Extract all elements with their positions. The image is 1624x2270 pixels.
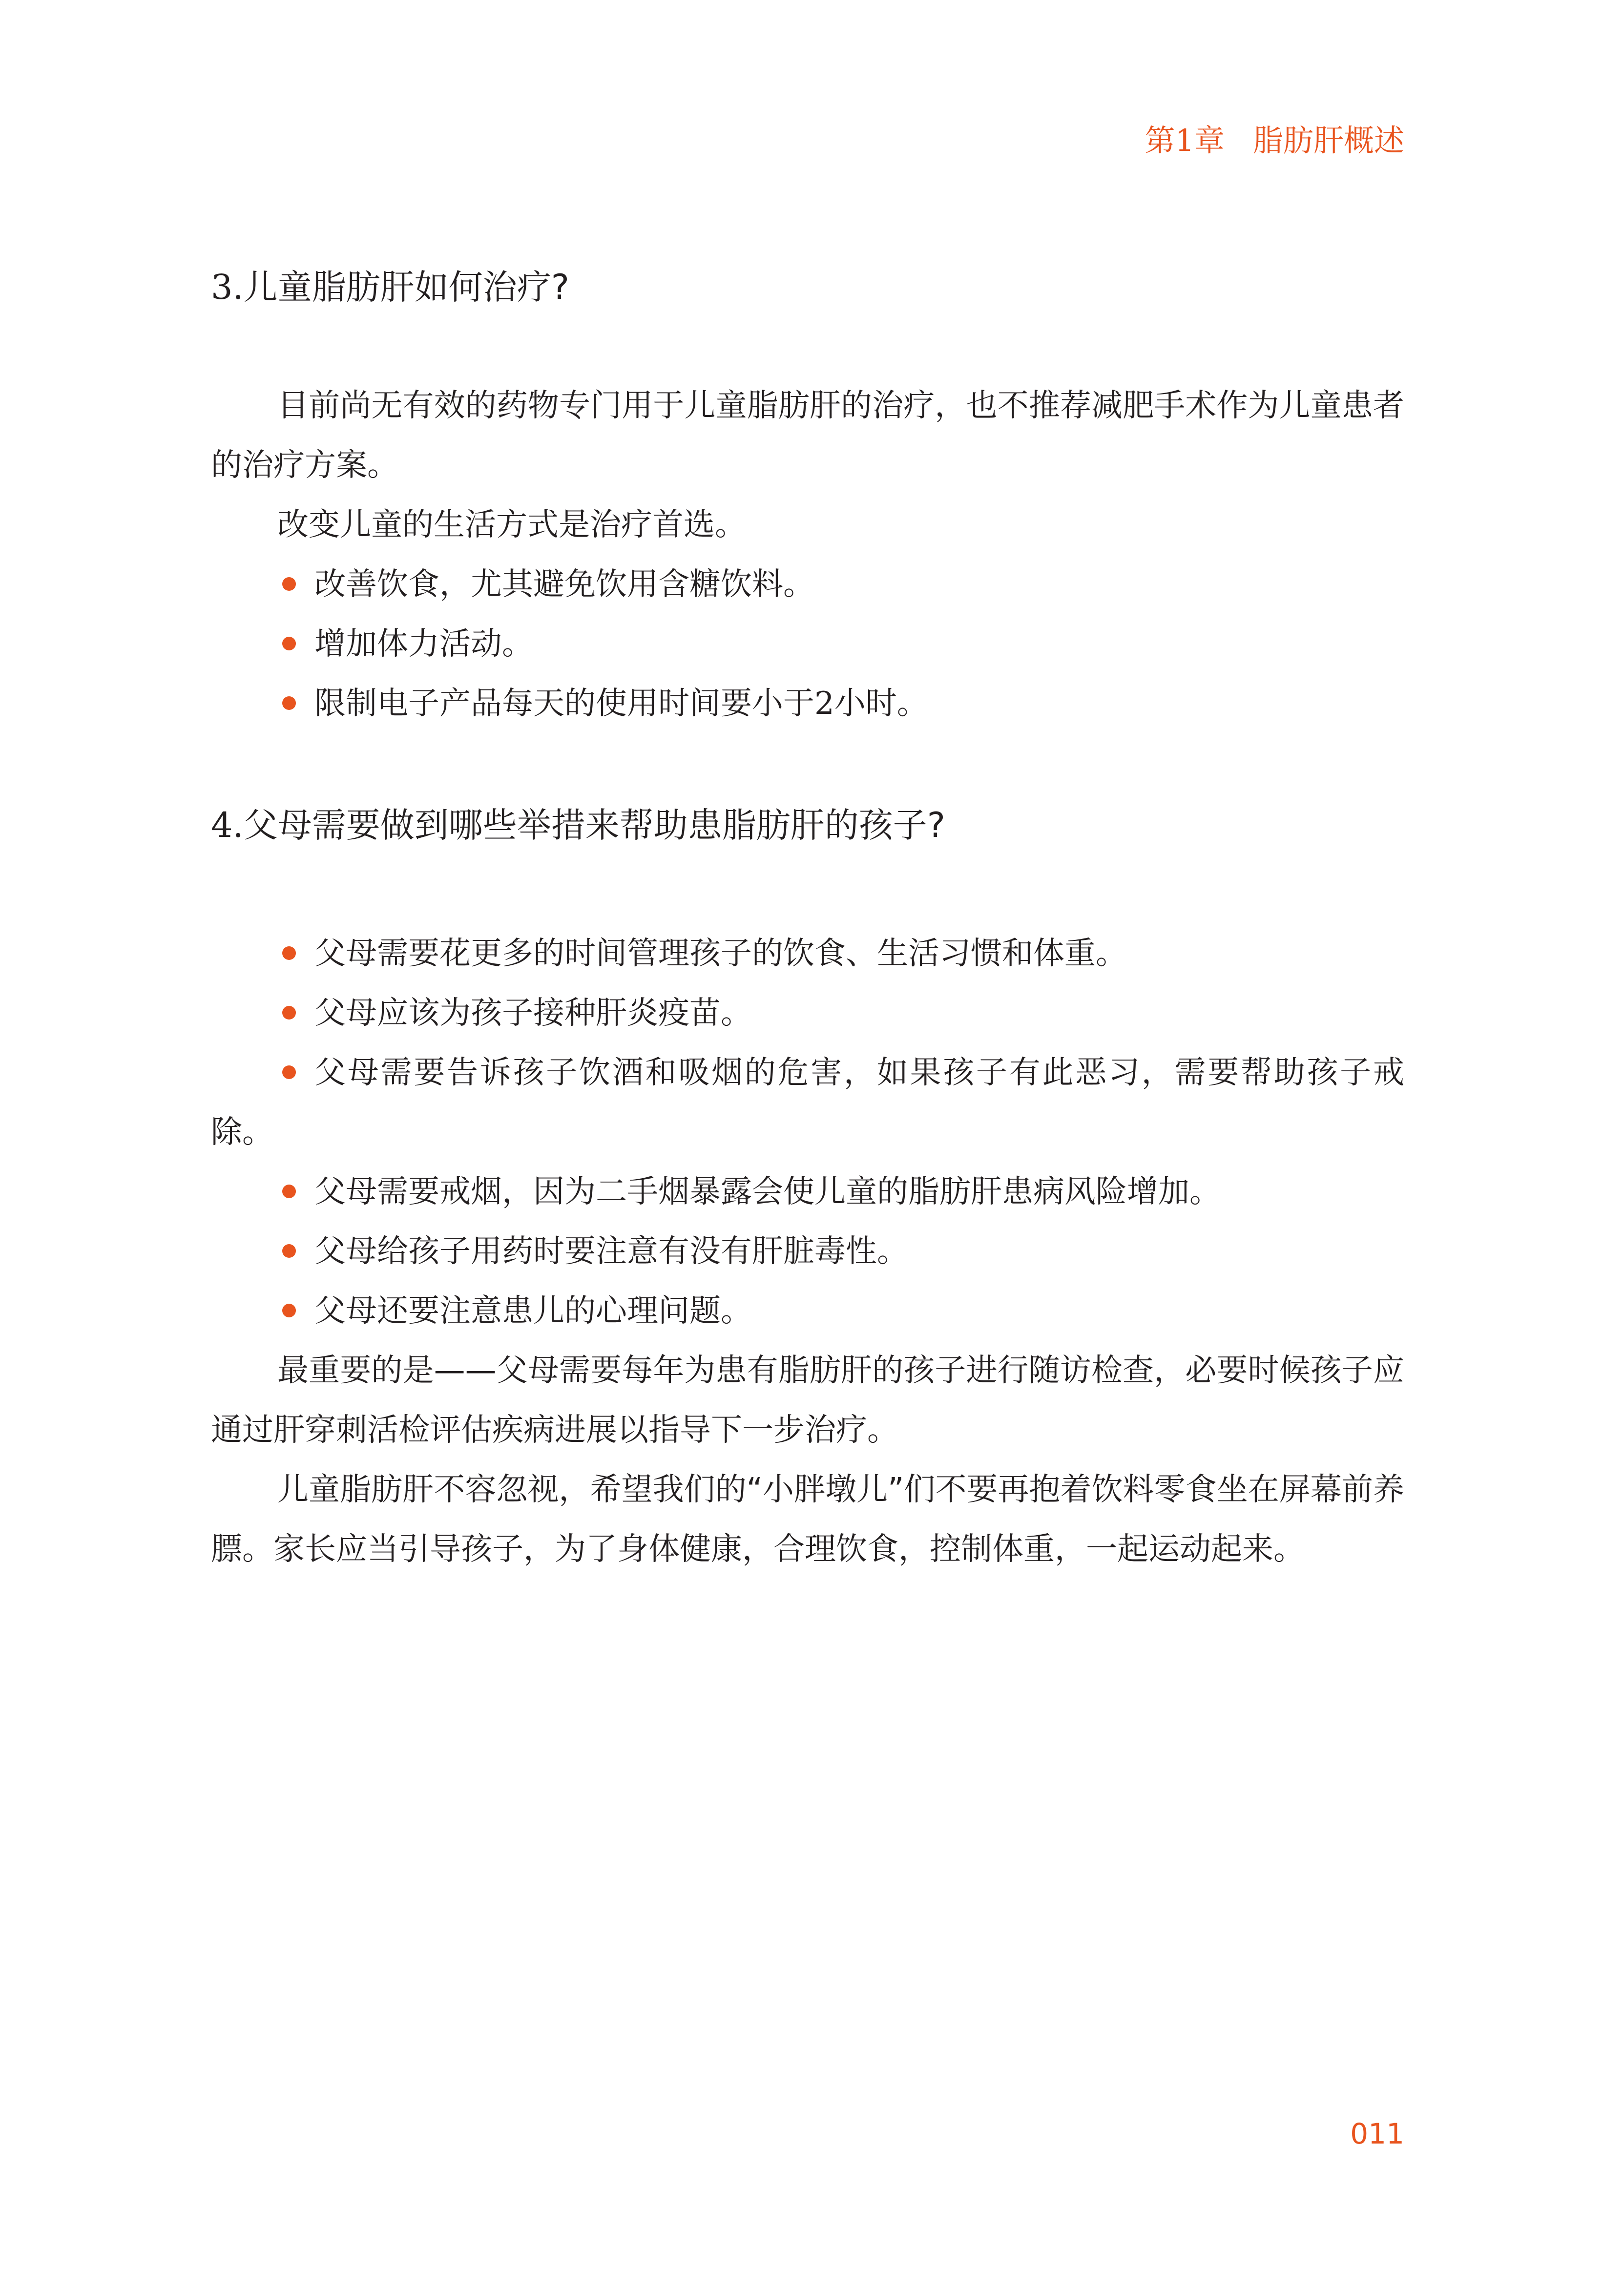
chapter-title: 脂肪肝概述	[1252, 123, 1404, 158]
bullet-text-a: 限制电子产品每天的使用时间要小于	[314, 686, 814, 722]
section-4-paragraph-1: 最重要的是——父母需要每年为患有脂肪肝的孩子进行随访检查，必要时候孩子应通过肝穿刺活检评估疾病进展以指导下一步治疗。	[211, 1353, 1404, 1448]
bullet-text: 父母给孩子用药时要注意有没有肝脏毒性。	[314, 1233, 908, 1270]
bullet-dot-icon	[282, 696, 296, 710]
bullet-text: 增加体力活动。	[314, 626, 533, 662]
bullet-text: 父母需要告诉孩子饮酒和吸烟的危害，如果孩子有此恶习，需要帮助孩子戒除。	[211, 1055, 1404, 1150]
bullet-number: 2	[814, 686, 834, 722]
section-3-paragraph-2: 改变儿童的生活方式是治疗首选。	[277, 507, 746, 543]
bullet-dot-icon	[282, 1304, 296, 1317]
section-3-bullet-1	[211, 555, 1404, 614]
bullet-text: 父母需要花更多的时间管理孩子的饮食、生活习惯和体重。	[314, 936, 1127, 972]
section-4-paragraph-2: 儿童脂肪肝不容忽视，希望我们的“小胖墩儿”们不要再抱着饮料零食坐在屏幕前养膘。家长应当引导孩子，为了身体健康，合理饮食，控制体重，一起运动起来。	[211, 1472, 1404, 1567]
bullet-text: 父母还要注意患儿的心理问题。	[314, 1293, 752, 1329]
bullet-dot-icon	[282, 946, 296, 960]
bullet-dot-icon	[282, 1185, 296, 1198]
bullet-dot-icon	[282, 637, 296, 650]
section-3-heading	[211, 263, 1404, 312]
bullet-text: 父母应该为孩子接种肝炎疫苗。	[314, 995, 752, 1031]
section-3-title: 儿童脂肪肝如何治疗?	[243, 267, 569, 307]
running-head	[1145, 121, 1405, 160]
section-4-title: 父母需要做到哪些举措来帮助患脂肪肝的孩子?	[243, 805, 945, 845]
chapter-suffix: 章	[1194, 123, 1225, 158]
bullet-text: 父母需要戒烟，因为二手烟暴露会使儿童的脂肪肝患病风险增加。	[314, 1174, 1221, 1210]
bullet-dot-icon	[282, 577, 296, 591]
section-3-bullet-3	[211, 674, 1404, 733]
section-3-number: 3.	[211, 267, 244, 307]
section-4-bullet-6	[211, 1281, 1404, 1341]
section-4-bullet-2	[211, 983, 1404, 1043]
bullet-text: 改善饮食，尤其避免饮用含糖饮料。	[314, 566, 814, 603]
page-number: 011	[1350, 2117, 1404, 2150]
bullet-text-b: 小时。	[834, 686, 928, 722]
chapter-prefix: 第	[1145, 123, 1175, 158]
section-3-paragraph-1: 目前尚无有效的药物专门用于儿童脂肪肝的治疗，也不推荐减肥手术作为儿童患者的治疗方案。	[211, 388, 1404, 483]
section-4-bullet-1	[211, 924, 1404, 983]
bullet-dot-icon	[282, 1244, 296, 1258]
section-4-bullet-3	[211, 1043, 1404, 1162]
section-4-bullet-4	[211, 1162, 1404, 1222]
section-4-number: 4.	[211, 805, 244, 845]
section-4-bullet-5	[211, 1222, 1404, 1281]
bullet-dot-icon	[282, 1006, 296, 1020]
section-4-heading	[211, 801, 1404, 850]
section-3-bullet-2	[211, 614, 1404, 674]
chapter-number: 1	[1175, 123, 1194, 158]
